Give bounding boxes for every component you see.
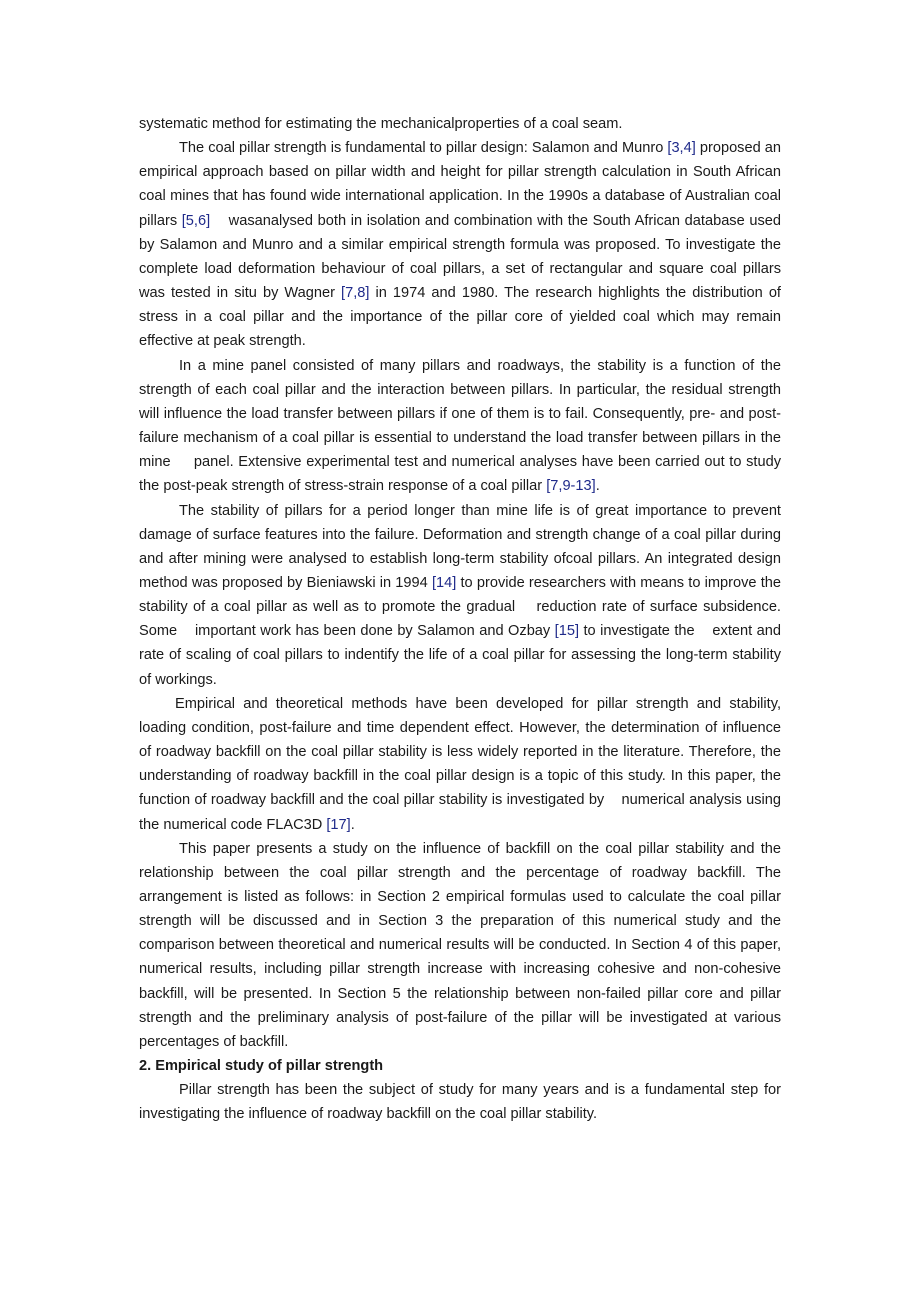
text-run: Empirical and theoretical methods have been developed for pillar strength and stability, loading condition, post-failure and time dependent effect. However, the determination of influence of roadway backfill on the coal pillar stability is less widely reported in the literature. Therefore, the understanding of roadway backfill in the coal pillar design is a topic of this study. In this paper, the function of roadway backfill and the coal pillar stability is investigated by numerical analysis using the numerical code FLAC3D [139,695,781,833]
text-run: . [595,478,600,495]
text-run: The coal pillar strength is fundamental to pillar design: Salamon and Munro [179,140,668,157]
paragraph-mine-panel [139,354,781,499]
citation-link[interactable]: [5,6] [181,212,211,229]
paragraph-empirical-study: Pillar strength has been the subject of study for many years and is a fundamental step for investigating the influence of roadway backfill on the coal pillar stability. [139,1082,781,1123]
text-run: in 1974 and 1980. The research highlights the distribution of stress in a coal pillar and the importance of the pillar core of yielded coal which may remain effective at peak strength. [139,285,781,350]
text-run: to investigate the extent and rate of scaling of coal pillars to indentify the life of a coal pillar for assessing the long-term stability of workings. [139,623,781,688]
citation-link[interactable]: [14] [431,574,457,591]
paragraph-intro-fragment: systematic method for estimating the mechanicalproperties of a coal seam. [139,116,623,132]
paragraph-long-term-stability [139,499,781,692]
text-run: wasanalysed both in isolation and combination with the South African database used by Salamon and Munro and a similar empirical strength formula was proposed. To investigate the complete load deformation behaviour of coal pillars, a set of rectangular and square coal pillars was tested in situ by Wagner [139,212,781,302]
citation-link[interactable]: [7,8] [341,285,370,302]
text-run: to provide researchers with means to improve the stability of a coal pillar as well as to promote the gradual reduction rate of surface subsidence. Some important work has been done by Salamon and Ozbay [139,574,781,640]
text-run: proposed an empirical approach based on pillar width and height for pillar strength calculation in South African coal mines that has found wide international application. In the 1990s a database of Australian coal pillars [139,140,781,229]
paragraph-pillar-strength [139,136,781,353]
text-run: The stability of pillars for a period longer than mine life is of great importance to prevent damage of surface features into the failure. Deformation and strength change of a coal pillar during and after mining were analysed to establish long-term stability ofcoal pillars. An integrated design method was proposed by Bieniawski in 1994 [139,502,781,591]
paragraph-arrangement: This paper presents a study on the influence of backfill on the coal pillar stability and the relationship between the coal pillar strength and the percentage of roadway backfill. The arrangement is listed as follows: in Section 2 empirical formulas used to calculate the coal pillar strength will be discussed and in Section 3 the preparation of this numerical study and the comparison between theoretical and numerical results will be conducted. In Section 4 of this paper, numerical results, including pillar strength increase with increasing cohesive and non-cohesive backfill, will be presented. In Section 5 the relationship between non-failed pillar core and pillar strength and the preliminary analysis of post-failure of the pillar will be investigated at various percentages of backfill. [139,840,781,1050]
citation-link[interactable]: [17] [326,816,351,833]
text-run: In a mine panel consisted of many pillars and roadways, the stability is a function of the strength of each coal pillar and the interaction between pillars. In particular, the residual strength will influence the load transfer between pillars if one of them is to fail. Consequently, pre- and post-failure mechanism of a coal pillar is essential to understand the load transfer between pillars in the mine panel. Extensive experimental test and numerical analyses have been carried out to study the post-peak strength of stress-strain response of a coal pillar [139,357,781,495]
section-heading: 2. Empirical study of pillar strength [139,1058,384,1075]
paragraph-methods [139,692,781,837]
text-run: . [350,816,355,833]
citation-link[interactable]: [3,4] [667,140,696,157]
paper-page [139,112,781,1127]
citation-link[interactable]: [7,9-13] [546,478,596,495]
citation-link[interactable]: [15] [554,623,580,640]
